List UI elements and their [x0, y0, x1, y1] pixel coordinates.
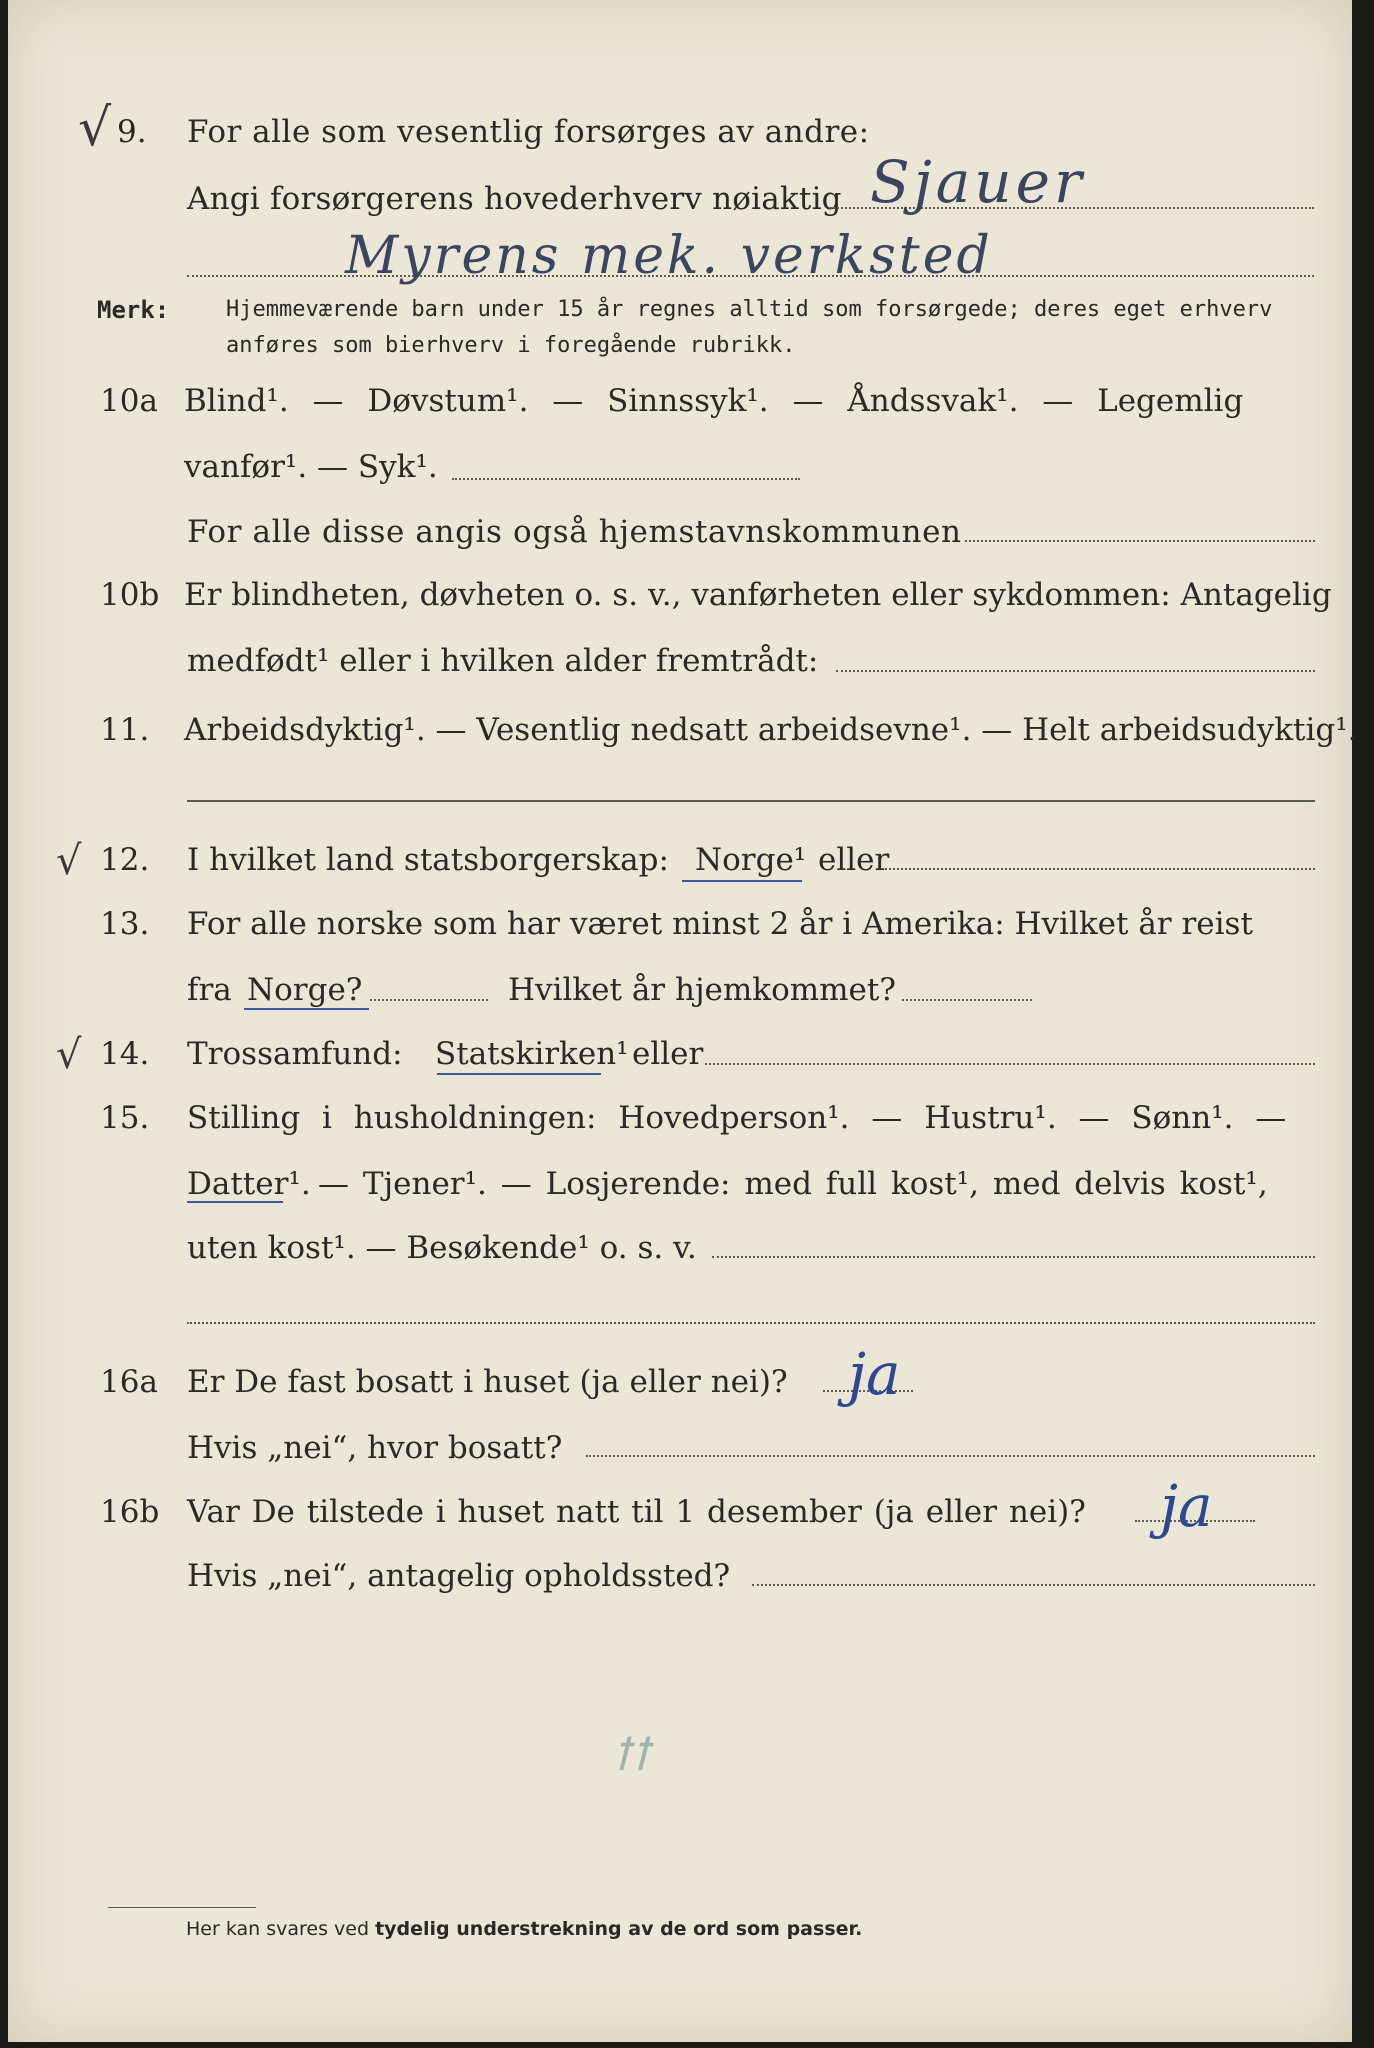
checkmark-icon: √ [56, 1032, 82, 1078]
q13-year-returned-line [902, 999, 1032, 1001]
q13-line1: For alle norske som har været minst 2 år i Amerika: Hvilket år reist [187, 906, 1253, 942]
q14-line1-c: eller [632, 1036, 704, 1072]
q15-datter-underline [187, 1201, 283, 1203]
q10a-line2: vanfør¹. — Syk¹. [184, 449, 438, 485]
q12-norge: Norge¹ [695, 842, 807, 878]
q16a-line2: Hvis „nei“, hvor bosatt? [187, 1430, 563, 1466]
q15-datter: Datter¹. [187, 1166, 311, 1202]
q16a-line1: Er De fast bosatt i huset (ja eller nei)? [187, 1364, 788, 1400]
q12-norge-underline [682, 880, 802, 882]
q13-year-left-line [370, 999, 488, 1001]
q16a-handwritten-answer: ja [848, 1340, 901, 1408]
q15-line3: uten kost¹. — Besøkende¹ o. s. v. [187, 1230, 697, 1266]
q12-answer-line [885, 868, 1315, 870]
q10a-line1: Blind¹. — Døvstum¹. — Sinnssyk¹. — Åndssvak¹. — Legemlig [184, 383, 1244, 419]
q14-statskirken-underline [437, 1073, 601, 1075]
item-number-13: 13. [100, 906, 150, 942]
q12-line1-a: I hvilket land statsborgerskap: [187, 842, 669, 878]
q9-line2: Angi forsørgerens hovederhverv nøiaktig [187, 181, 842, 217]
q15-answer-line-2 [187, 1322, 1315, 1324]
q15-line1: Stilling i husholdningen: Hovedperson¹. — Hustru¹. — Sønn¹. — [187, 1100, 1287, 1136]
q13-norge-underline [244, 1008, 369, 1010]
merk-line2: anføres som bierhverv i foregående rubrikk. [226, 333, 796, 358]
q10b-answer-line [836, 670, 1315, 672]
q10a-line3: For alle disse angis også hjemstavnskommunen [187, 514, 962, 550]
footnote-text [186, 1918, 862, 1940]
q10b-line2: medfødt¹ eller i hvilken alder fremtrådt: [187, 643, 819, 679]
footnote-prefix: Her kan svares ved [186, 1918, 370, 1940]
merk-label: Merk: [97, 296, 170, 324]
q16b-line2-answer-line [752, 1584, 1315, 1586]
item-number-16a: 16a [100, 1364, 158, 1400]
item-number-14: 14. [100, 1036, 150, 1072]
q16b-handwritten-answer: ja [1160, 1472, 1213, 1540]
item-number-16b: 16b [100, 1494, 160, 1530]
item-number-15: 15. [100, 1100, 150, 1136]
q12-line1-c: eller [818, 842, 890, 878]
q11-line1: Arbeidsdyktig¹. — Vesentlig nedsatt arbeidsevne¹. — Helt arbeidsudyktig¹. [184, 712, 1358, 748]
q16b-line2: Hvis „nei“, antagelig opholdssted? [187, 1558, 731, 1594]
q16a-line2-answer-line [586, 1455, 1315, 1457]
q13-line2-a: fra [187, 972, 232, 1008]
item-number-11: 11. [100, 712, 150, 748]
q10a-line2-fill [452, 478, 800, 480]
q15-answer-line [712, 1256, 1315, 1258]
item-number-12: 12. [100, 842, 150, 878]
merk-line1: Hjemmeværende barn under 15 år regnes alltid som forsørgede; deres eget erhverv [226, 297, 1273, 322]
item-number-10b: 10b [100, 577, 160, 613]
q15-line2-b: — Tjener¹. — Losjerende: med full kost¹, med delvis kost¹, [318, 1166, 1268, 1202]
q13-norge: Norge? [247, 972, 363, 1008]
q9-handwritten-occupation: Sjauer [870, 148, 1086, 216]
faint-handwritten-mark: ꝉꝉ [612, 1730, 650, 1781]
q9-line1: For alle som vesentlig forsørges av andre: [187, 114, 870, 150]
q10b-line1: Er blindheten, døvheten o. s. v., vanførheten eller sykdommen: Antagelig [184, 577, 1332, 613]
q14-line1-a: Trossamfund: [187, 1036, 403, 1072]
checkmark-icon: √ [56, 838, 82, 884]
q11-answer-line [187, 800, 1315, 802]
q16b-line1: Var De tilstede i huset natt til 1 desember (ja eller nei)? [187, 1494, 1086, 1530]
item-number-10a: 10a [100, 383, 158, 419]
q9-handwritten-employer: Myrens mek. verksted [345, 226, 993, 286]
q14-answer-line [705, 1063, 1315, 1065]
footnote-rule [108, 1907, 256, 1908]
checkmark-icon: √ [78, 98, 112, 158]
footnote-bold: tydelig understrekning av de ord som passer. [375, 1918, 863, 1940]
q10a-answer-line [965, 540, 1315, 542]
item-number-9: 9. [117, 114, 147, 150]
q14-statskirken: Statskirken¹ [435, 1036, 629, 1072]
q13-line2-c: Hvilket år hjemkommet? [508, 972, 896, 1008]
